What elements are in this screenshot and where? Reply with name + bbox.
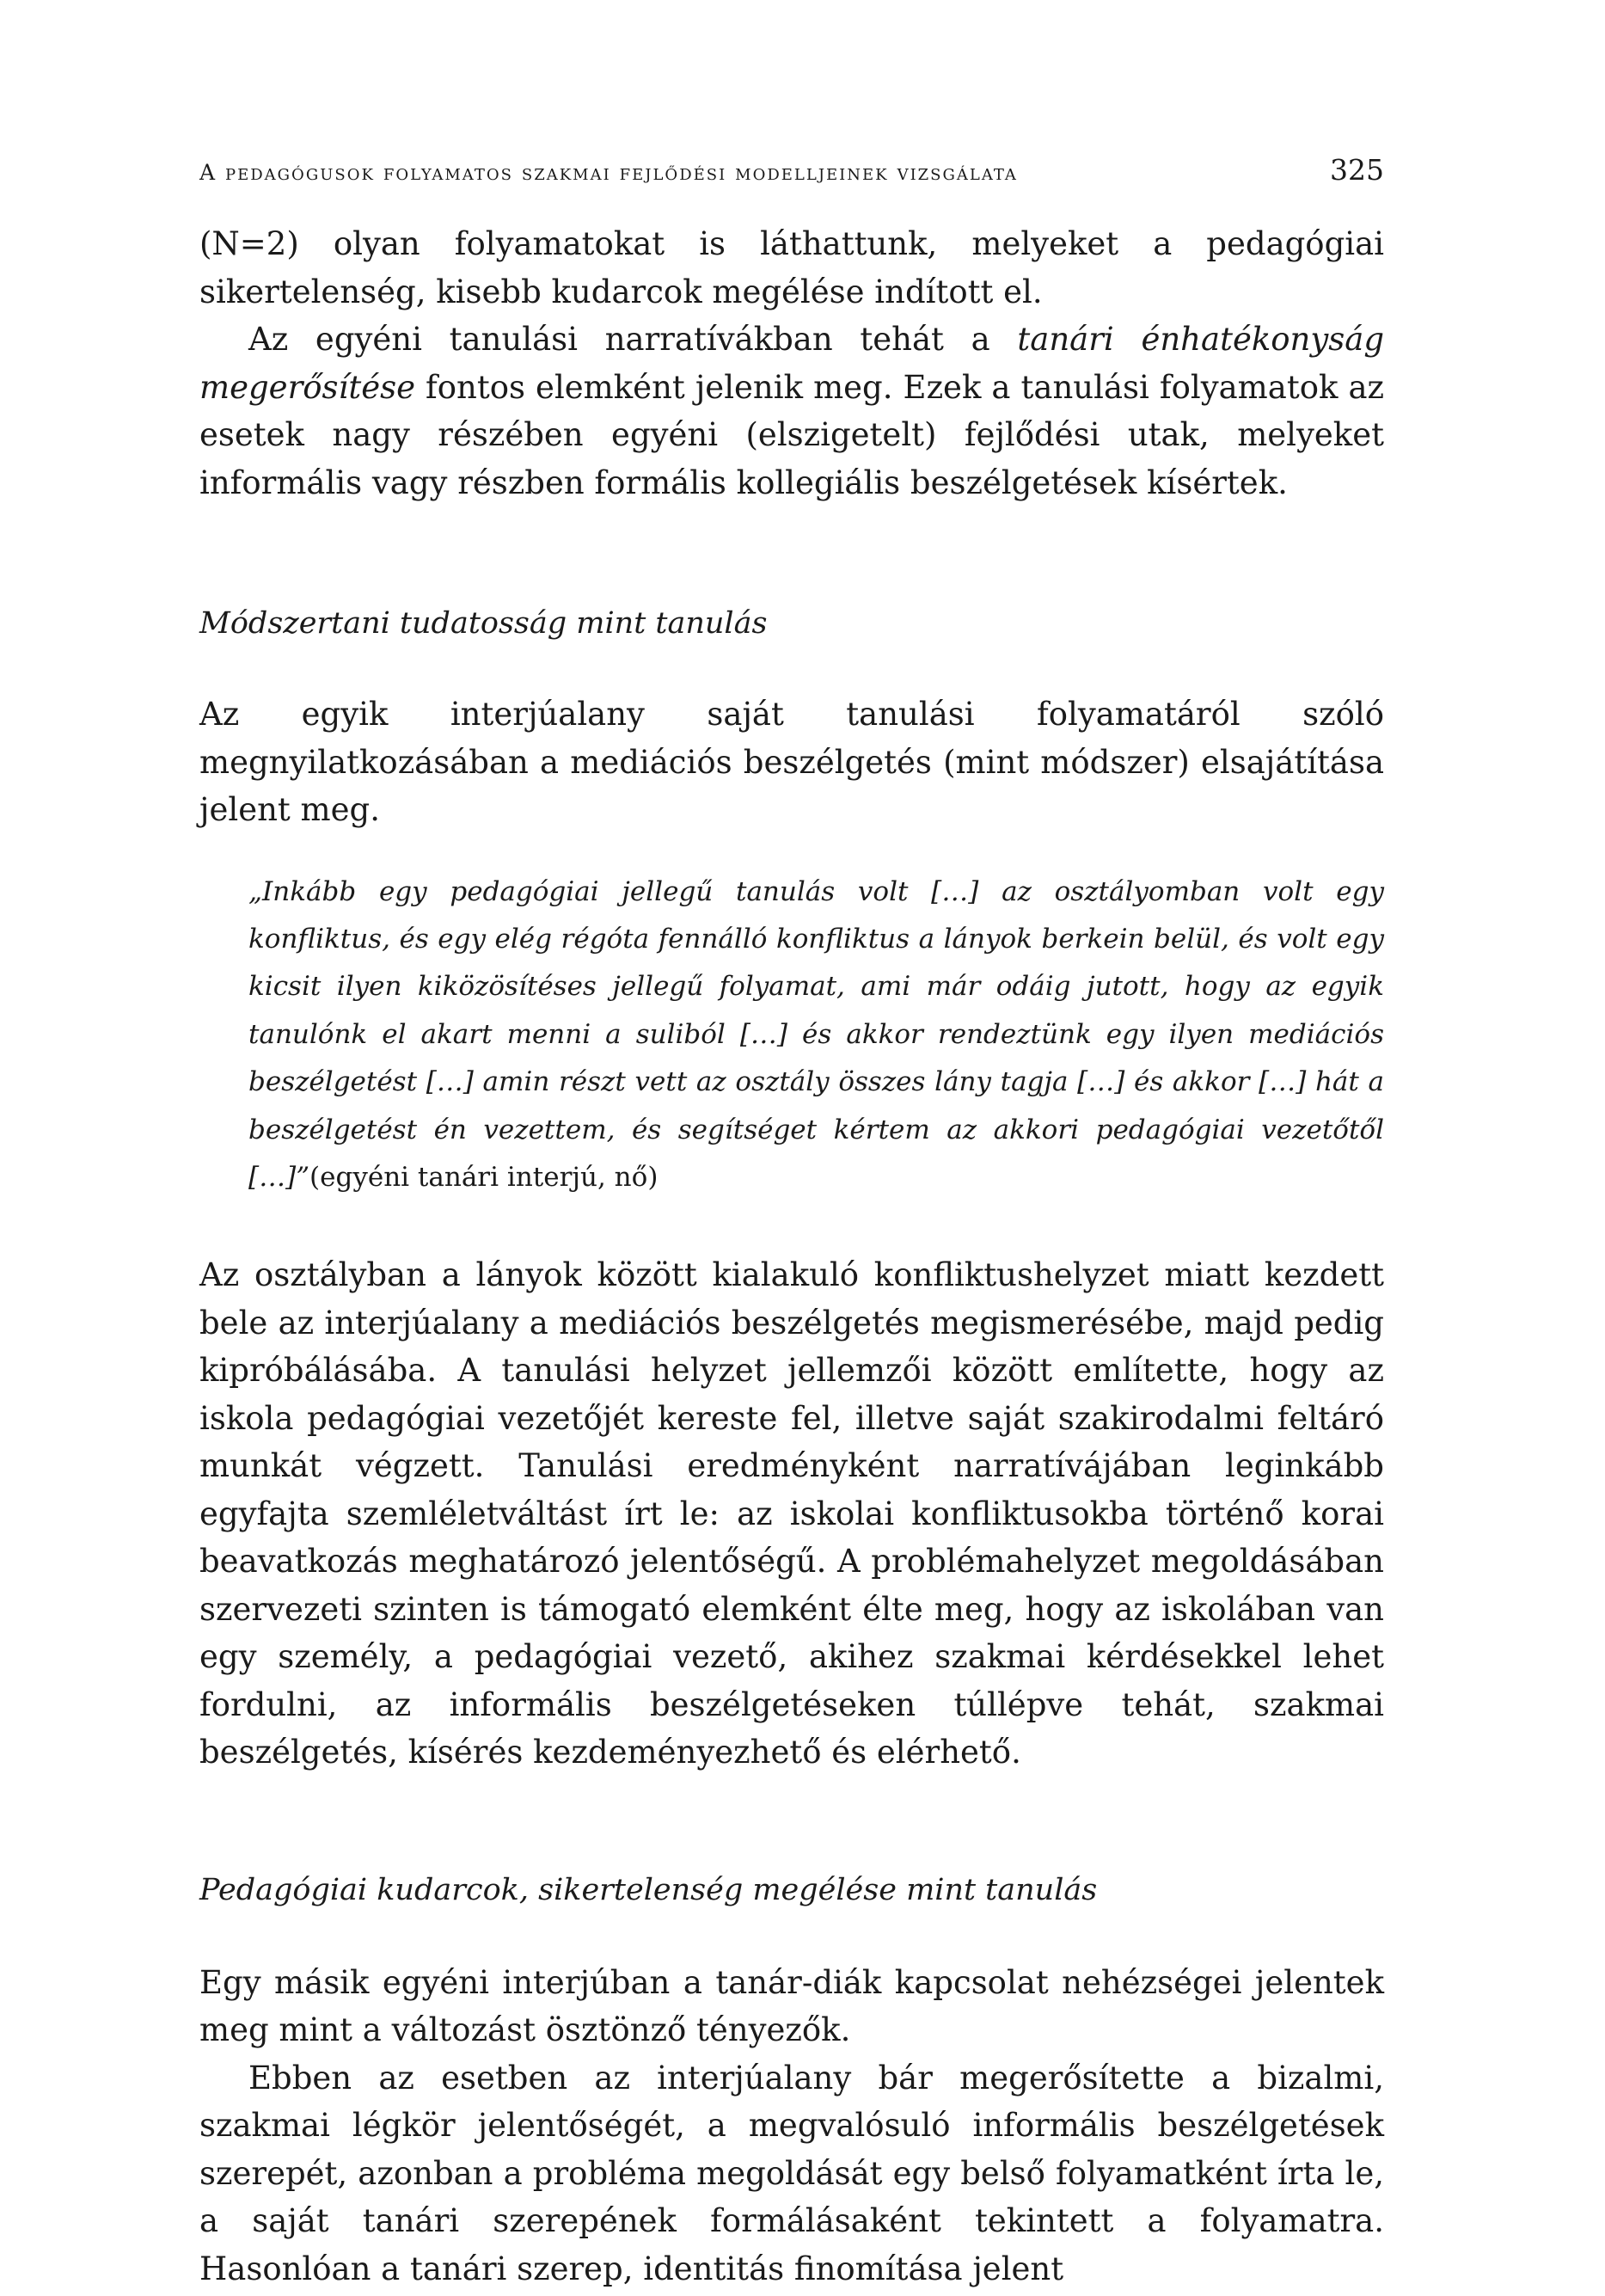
running-head-title: A pedagógusok folyamatos szakmai fejlődési modelljeinek vizsgálata xyxy=(199,160,1018,185)
section-heading-methodological-awareness: Módszertani tudatosság mint tanulás xyxy=(199,606,768,641)
page-number: 325 xyxy=(1330,153,1384,187)
paragraph-5: Egy másik egyéni interjúban a tanár-diák kapcsolat nehézségei jelentek meg mint a változást ösztönző tényezők. xyxy=(199,1963,1384,2049)
quote-text: „Inkább egy pedagógiai jellegű tanulás volt […] az osztályomban volt egy konfliktus, és egy elég régóta fennálló konfliktus a lányok berkein belül, és volt egy kicsit ilyen kiközösítéses jellegű folyamat, ami már odáig jutott, hogy az egyik tanulónk el akart menni a suliból […] és akkor rendeztünk egy ilyen mediációs beszélgetést […] amin részt vett az osztály összes lány tagja […] és akkor […] hát a beszélgetést én vezettem, és segítséget kértem az akkori pedagógiai vezetőtől […]” xyxy=(248,875,1384,1193)
paragraph-2-emphasis: tanári énhatékonyság megerősítése xyxy=(199,321,1384,406)
paragraph-1: (N=2) olyan folyamatokat is láthattunk, melyeket a pedagógiai sikertelenség, kisebb kudarcok megélése indított el. xyxy=(199,225,1384,310)
page-body xyxy=(199,220,1384,2293)
paragraph-6: Ebben az esetben az interjúalany bár megerősítette a bizalmi, szakmai légkör jelentőségét, a megvalósuló informális beszélgetések szerepét, azonban a probléma megoldását egy belső folyamatként írta le, a saját tanári szerepének formálásaként tekintett a folyamatra. Hasonlóan a tanári szerep, identitás finomítása jelent xyxy=(199,2059,1384,2287)
paragraph-4: Az osztályban a lányok között kialakuló konfliktushelyzet miatt kezdett bele az interjúalany a mediációs beszélgetés megismerésébe, majd pedig kipróbálásába. A tanulási helyzet jellemzői között említette, hogy az iskola pedagógiai vezetőjét kereste fel, illetve saját szakirodalmi feltáró munkát végzett. Tanulási eredményként narratívájában leginkább egyfajta szemléletváltást írt le: az iskolai konfliktusokba történő korai beavatkozás meghatározó jelentőségű. A problémahelyzet megoldásában szervezeti szinten is támogató elemként élte meg, hogy az iskolában van egy személy, a pedagógiai vezető, akihez szakmai kérdésekkel lehet fordulni, az informális beszélgetéseken túllépve tehát, szakmai beszélgetés, kísérés kezdeményezhető és elérhető. xyxy=(199,1256,1384,1771)
quote-citation: (egyéni tanári interjú, nő) xyxy=(309,1161,659,1193)
paragraph-2-end: fontos elemként jelenik meg. Ezek a tanulási folyamatok az esetek nagy részében egyéni (elszigetelt) fejlődési utak, melyeket informális vagy részben formális kollegiális beszélgetések kísértek. xyxy=(199,368,1384,501)
paragraph-2 xyxy=(199,316,1384,506)
section-heading-pedagogical-failures: Pedagógiai kudarcok, sikertelenség megélése mint tanulás xyxy=(199,1872,1098,1907)
paragraph-2-start: Az egyéni tanulási narratívákban tehát a xyxy=(248,321,1018,358)
paragraph-3: Az egyik interjúalany saját tanulási folyamatáról szóló megnyilatkozásában a mediációs beszélgetés (mint módszer) elsajátítása jelent meg. xyxy=(199,696,1384,828)
running-head xyxy=(199,153,1384,187)
interview-quote xyxy=(248,869,1384,1202)
